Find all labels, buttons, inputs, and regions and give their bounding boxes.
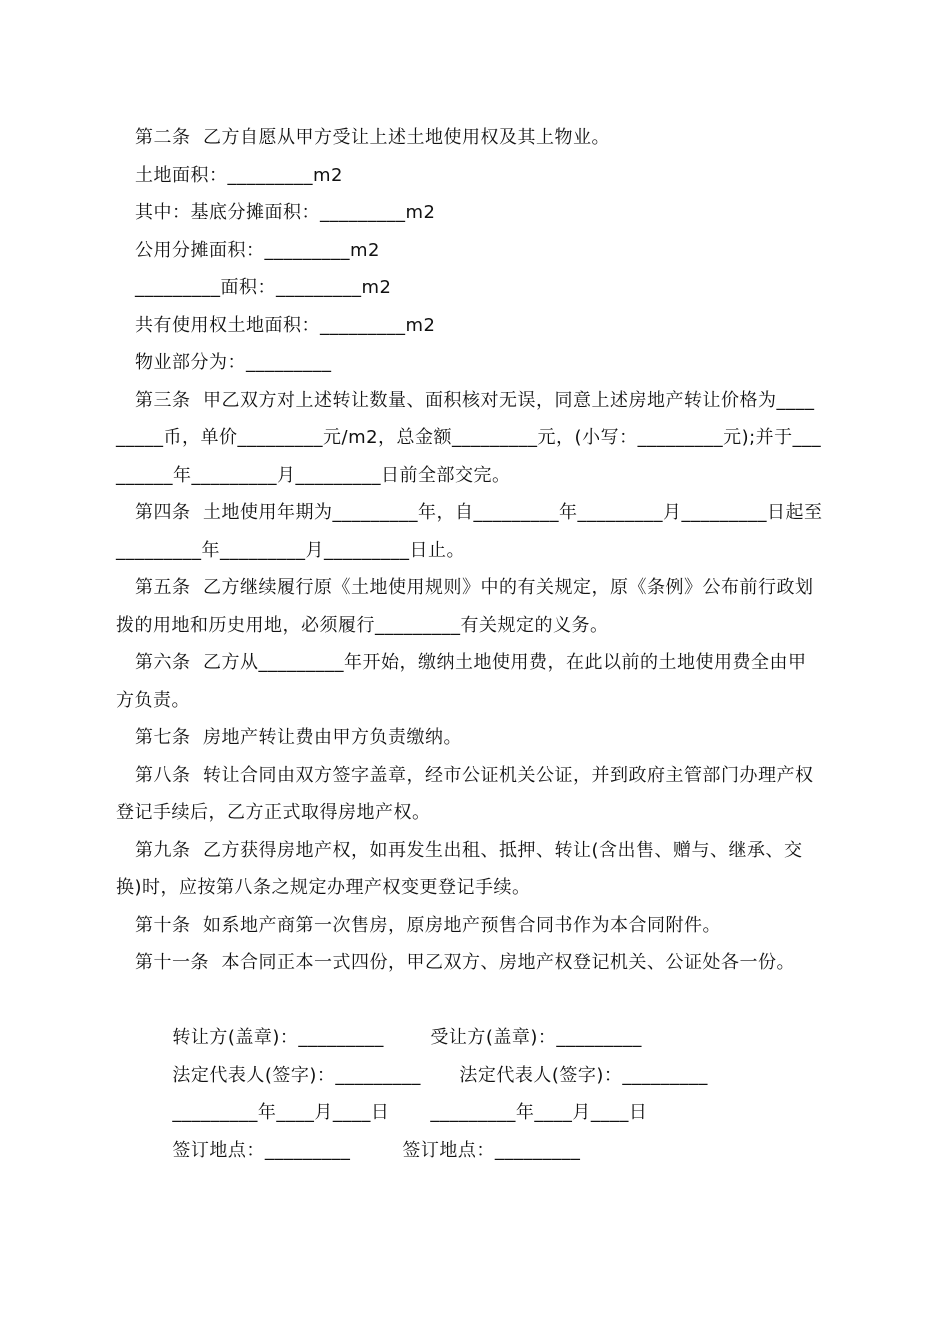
article-2-line: 第二条 乙方自愿从甲方受让上述土地使用权及其上物业。	[135, 127, 610, 148]
article-9-line-2: 换)时，应按第八条之规定办理产权变更登记手续。	[116, 877, 531, 898]
article-6-line-1: 第六条 乙方从_________年开始，缴纳土地使用费，在此以前的土地使用费全由甲	[135, 652, 807, 673]
other-area-line: _________面积：_________m2	[135, 277, 392, 298]
contract-body	[116, 119, 838, 1161]
article-5-line-1: 第五条 乙方继续履行原《土地使用规则》中的有关规定，原《条例》公布前行政划	[135, 577, 814, 598]
article-4-line-2: _________年_________月_________日止。	[116, 539, 465, 561]
article-6-line-2: 方负责。	[116, 689, 190, 711]
shared-land-area-line: 共有使用权土地面积：_________m2	[135, 314, 436, 336]
land-area-line: 土地面积：_________m2	[135, 164, 343, 186]
article-4-line-1: 第四条 土地使用年期为_________年，自_________年_________月_________日起至	[135, 502, 823, 523]
base-share-area-line: 其中：基底分摊面积：_________m2	[135, 202, 436, 223]
article-3-line-3: ______年_________月_________日前全部交完。	[116, 464, 511, 486]
article-10-line: 第十条 如系地产商第一次售房，原房地产预售合同书作为本合同附件。	[135, 914, 721, 936]
transferor-representative: 法定代表人(签字)：_________	[172, 1064, 421, 1086]
transferee-seal: 受让方(盖章)：_________	[430, 1027, 642, 1048]
transferor-seal: 转让方(盖章)：_________	[172, 1027, 384, 1048]
transferor-place: 签订地点：_________	[172, 1139, 351, 1161]
article-3-line-2: _____币，单价_________元/m2，总金额_________元，(小写：_________元);并于___	[116, 427, 822, 448]
transferor-date: _________年____月____日	[172, 1102, 390, 1123]
article-11-line: 第十一条 本合同正本一式四份，甲乙双方、房地产权登记机关、公证处各一份。	[135, 952, 795, 973]
transferee-representative: 法定代表人(签字)：_________	[459, 1064, 708, 1086]
article-3-line-1: 第三条 甲乙双方对上述转让数量、面积核对无误，同意上述房地产转让价格为____	[135, 389, 815, 411]
article-5-line-2: 拨的用地和历史用地，必须履行_________有关规定的义务。	[116, 614, 609, 636]
article-8-line-1: 第八条 转让合同由双方签字盖章，经市公证机关公证，并到政府主管部门办理产权	[135, 764, 814, 786]
transferee-place: 签订地点：_________	[402, 1139, 581, 1161]
transferee-date: _________年____月____日	[430, 1102, 648, 1123]
article-9-line-1: 第九条 乙方获得房地产权，如再发生出租、抵押、转让(含出售、赠与、继承、交	[135, 839, 803, 861]
article-7-line: 第七条 房地产转让费由甲方负责缴纳。	[135, 727, 462, 748]
public-share-area-line: 公用分摊面积：_________m2	[135, 239, 380, 261]
seal-row	[116, 982, 838, 1048]
property-part-line: 物业部分为：_________	[135, 352, 332, 373]
article-8-line-2: 登记手续后，乙方正式取得房地产权。	[116, 802, 431, 823]
